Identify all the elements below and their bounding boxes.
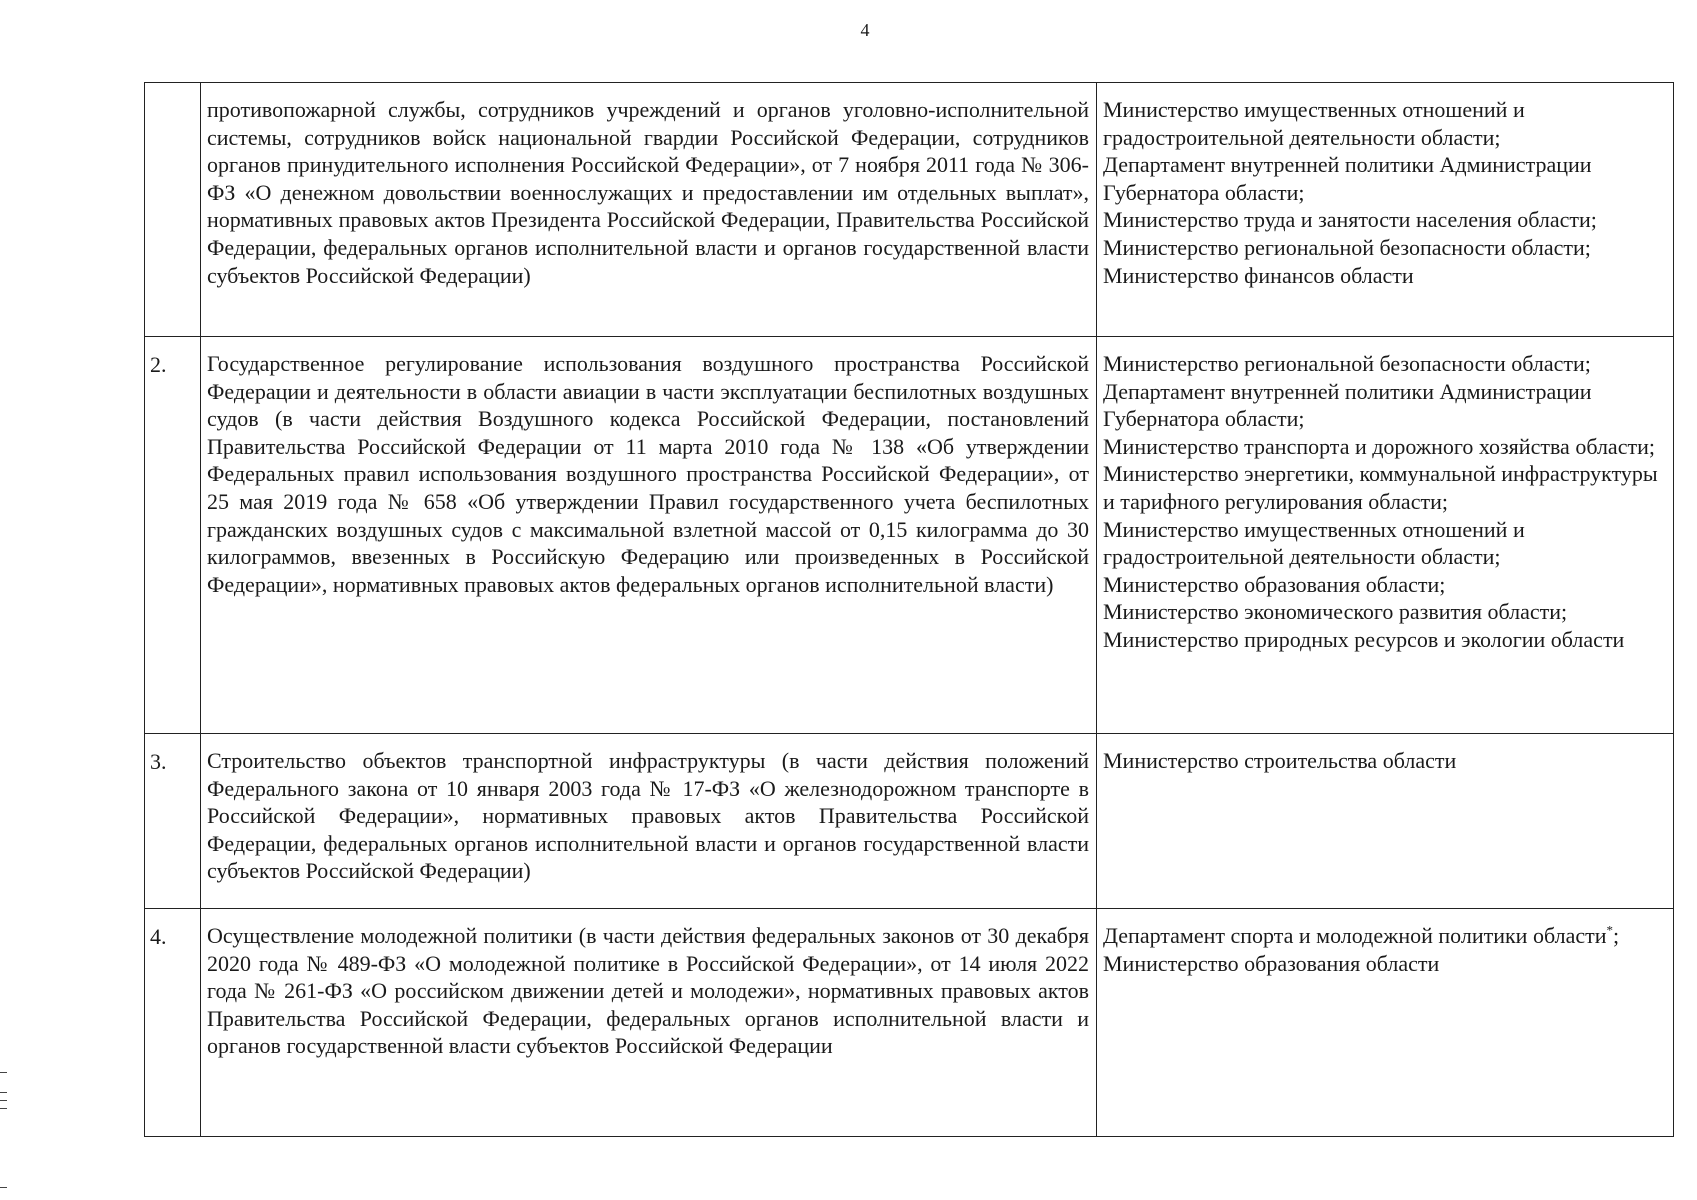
scan-margin-mark [0, 1072, 7, 1073]
row-number: 4. [145, 909, 201, 1137]
responsible-body: Министерство строительства области [1103, 748, 1457, 773]
scan-margin-mark [0, 1100, 7, 1101]
responsible-body: Министерство труда и занятости населения области; [1103, 207, 1597, 233]
scan-margin-mark [0, 1092, 7, 1093]
row-number [145, 83, 201, 337]
responsible-body: Министерство образования области; [1103, 571, 1446, 597]
responsible-body: Министерство имущественных отношений и градостроительной деятельности области; [1103, 516, 1525, 570]
responsibility-table [144, 82, 1674, 1137]
scan-margin-mark [0, 1187, 7, 1188]
responsible-body: Министерство имущественных отношений и градостроительной деятельности области; [1103, 97, 1525, 150]
responsible-body-with-footnote [1103, 922, 1667, 950]
row-responsible-bodies [1097, 337, 1674, 734]
responsible-body: Министерство региональной безопасности области; [1103, 351, 1591, 376]
table-row [145, 83, 1674, 337]
row-responsible-bodies [1097, 909, 1674, 1137]
responsible-body: Министерство региональной безопасности области; [1103, 234, 1591, 260]
responsible-body: Департамент внутренней политики Администрации Губернатора области; [1103, 152, 1592, 205]
responsible-body: Департамент спорта и молодежной политики области [1103, 923, 1607, 948]
row-responsible-bodies [1097, 83, 1674, 337]
responsible-suffix: ; [1613, 923, 1620, 948]
row-responsible-bodies [1097, 734, 1674, 909]
responsible-body: Министерство энергетики, коммунальной инфраструктуры и тарифного регулирования области; [1103, 461, 1658, 514]
responsible-body: Министерство природных ресурсов и экологии области [1103, 626, 1625, 652]
table-row [145, 909, 1674, 1137]
row-number: 2. [145, 337, 201, 734]
row-number: 3. [145, 734, 201, 909]
table-row [145, 734, 1674, 909]
row-description: Осуществление молодежной политики (в части действия федеральных законов от 30 декабря 2020 года № 489-ФЗ «О молодежной политике в Российской Федерации», от 14 июля 2022 года № 261-ФЗ «О российском движении детей и молодежи», нормативных правовых актов Правительства Российской Федерации, федеральных органов исполнительной власти и органов государственной власти субъектов Российской Федерации [201, 909, 1097, 1137]
responsible-body: Министерство образования области [1103, 950, 1440, 976]
responsible-body: Министерство экономического развития области; [1103, 599, 1568, 625]
responsible-body: Министерство финансов области [1103, 262, 1414, 288]
page-number: 4 [860, 20, 870, 40]
row-description: Государственное регулирование использования воздушного пространства Российской Федерации и деятельности в области авиации в части эксплуатации беспилотных воздушных судов (в части действия Воздушного кодекса Российской Федерации, постановлений Правительства Российской Федерации от 11 марта 2010 года № 138 «Об утверждении Федеральных правил использования воздушного пространства Российской Федерации», от 25 мая 2019 года № 658 «Об утверждении Правил государственного учета беспилотных гражданских воздушных судов с максимальной взлетной массой от 0,15 килограмма до 30 килограммов, ввезенных в Российскую Федерацию или произведенных в Российской Федерации», нормативных правовых актов федеральных органов исполнительной власти) [201, 337, 1097, 734]
scan-margin-mark [0, 1108, 7, 1109]
responsible-body: Департамент внутренней политики Администрации Губернатора области; [1103, 378, 1592, 432]
footnote-mark: * [1606, 922, 1613, 938]
row-description: противопожарной службы, сотрудников учреждений и органов уголовно-исполнительной системы, сотрудников войск национальной гвардии Российской Федерации, сотрудников органов принудительного исполнения Российской Федерации», от 7 ноября 2011 года № 306-ФЗ «О денежном довольствии военнослужащих и предоставлении им отдельных выплат», нормативных правовых актов Президента Российской Федерации, Правительства Российской Федерации, федеральных органов исполнительной власти и органов государственной власти субъектов Российской Федерации) [201, 83, 1097, 337]
row-description: Строительство объектов транспортной инфраструктуры (в части действия положений Федерального закона от 10 января 2003 года № 17-ФЗ «О железнодорожном транспорте в Российской Федерации», нормативных правовых актов Правительства Российской Федерации, федеральных органов исполнительной власти и органов государственной власти субъектов Российской Федерации) [201, 734, 1097, 909]
table-row [145, 337, 1674, 734]
responsible-body: Министерство транспорта и дорожного хозяйства области; [1103, 433, 1655, 459]
